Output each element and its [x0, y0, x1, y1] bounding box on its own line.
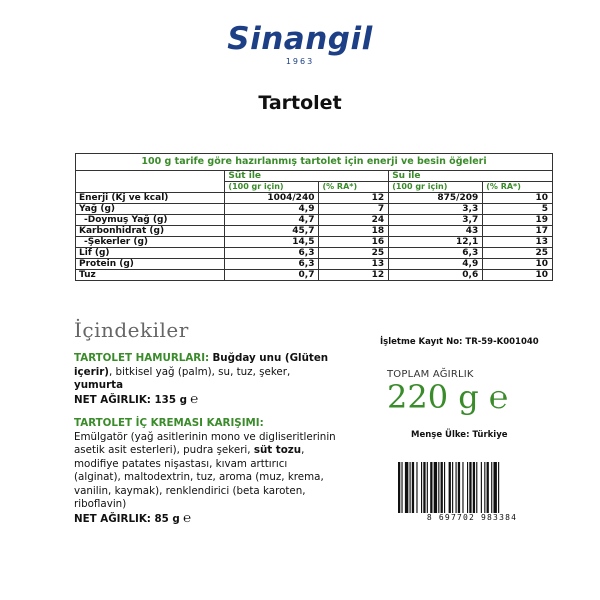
- cell-value: 875/209: [389, 193, 483, 204]
- nutrition-heading: 100 g tarife göre hazırlanmış tartolet için enerji ve besin öğeleri: [76, 154, 553, 171]
- cell-value: 16: [319, 237, 389, 248]
- row-name: -Şekerler (g): [76, 237, 225, 248]
- cell-value: 24: [319, 215, 389, 226]
- total-weight-value: 220 g ℮: [387, 378, 509, 416]
- row-name: Protein (g): [76, 259, 225, 270]
- cell-value: 18: [319, 226, 389, 237]
- cream-allergen-milk: süt tozu: [253, 444, 302, 456]
- dough-net-weight: NET AĞIRLIK: 135 g: [74, 393, 187, 406]
- sub-header: (% RA*): [319, 182, 389, 193]
- cell-value: 4,7: [225, 215, 319, 226]
- brand-name: Sinangil: [227, 21, 373, 57]
- cell-value: 3,3: [389, 204, 483, 215]
- table-row: [76, 270, 553, 281]
- cell-value: 45,7: [225, 226, 319, 237]
- cell-value: 13: [483, 237, 553, 248]
- cell-value: 12,1: [389, 237, 483, 248]
- cell-value: 17: [483, 226, 553, 237]
- cell-value: 12: [319, 270, 389, 281]
- row-name: Enerji (Kj ve kcal): [76, 193, 225, 204]
- cell-value: 1004/240: [225, 193, 319, 204]
- col-group-water: Su ile: [389, 171, 553, 182]
- cell-value: 5: [483, 204, 553, 215]
- cell-value: 19: [483, 215, 553, 226]
- product-title: Tartolet: [258, 92, 342, 114]
- cell-value: 10: [483, 193, 553, 204]
- cell-value: 10: [483, 259, 553, 270]
- table-row: [76, 237, 553, 248]
- cell-value: 10: [483, 270, 553, 281]
- table-row: [76, 248, 553, 259]
- dough-heading: TARTOLET HAMURLARI:: [74, 352, 210, 364]
- brand-year: 1963: [285, 57, 315, 66]
- cell-value: 0,7: [225, 270, 319, 281]
- cell-value: 25: [319, 248, 389, 259]
- ingredients-title: İçindekiler: [74, 318, 189, 342]
- total-weight-label: TOPLAM AĞIRLIK: [387, 369, 474, 380]
- row-name: -Doymuş Yağ (g): [76, 215, 225, 226]
- sub-header: (100 gr için): [389, 182, 483, 193]
- registration-number: İşletme Kayıt No: TR-59-K001040: [380, 337, 539, 347]
- cell-value: 6,3: [225, 259, 319, 270]
- table-row: [76, 193, 553, 204]
- cream-text: Emülgatör (yağ asitlerinin mono ve digliseritlerinin asetik asit esterleri), pudra şekeri,: [74, 430, 336, 456]
- cream-ingredients: [74, 417, 336, 526]
- cell-value: 12: [319, 193, 389, 204]
- dough-allergen-egg: yumurta: [74, 379, 124, 391]
- cream-net-weight: NET AĞIRLIK: 85 g: [74, 512, 180, 525]
- brand-logo: [0, 22, 600, 66]
- dough-allergen-flour: Buğday unu (Glüten içerir): [74, 352, 329, 378]
- table-row: [76, 259, 553, 270]
- cell-value: 7: [319, 204, 389, 215]
- barcode-number: 8 697702 983384: [396, 513, 548, 522]
- cell-value: 4,9: [225, 204, 319, 215]
- table-row: [76, 215, 553, 226]
- dough-ingredients: [74, 352, 336, 407]
- row-name: Yağ (g): [76, 204, 225, 215]
- row-name: Tuz: [76, 270, 225, 281]
- cell-value: 25: [483, 248, 553, 259]
- blank-header-cell: [76, 171, 225, 193]
- cell-value: 4,9: [389, 259, 483, 270]
- sub-header: (100 gr için): [225, 182, 319, 193]
- cell-value: 13: [319, 259, 389, 270]
- cell-value: 3,7: [389, 215, 483, 226]
- cell-value: 0,6: [389, 270, 483, 281]
- cell-value: 43: [389, 226, 483, 237]
- cell-value: 6,3: [389, 248, 483, 259]
- table-row: [76, 204, 553, 215]
- cream-heading: TARTOLET İÇ KREMASI KARIŞIMI:: [74, 417, 264, 429]
- cell-value: 14,5: [225, 237, 319, 248]
- estimated-sign-icon: ℮: [183, 510, 191, 526]
- row-name: Karbonhidrat (g): [76, 226, 225, 237]
- table-row: [76, 226, 553, 237]
- origin-country: Menşe Ülke: Türkiye: [411, 430, 508, 440]
- row-name: Lif (g): [76, 248, 225, 259]
- cell-value: 6,3: [225, 248, 319, 259]
- cream-text: , modifiye patates nişastası, kıvam arttırıcı (alginat), maltodextrin, tuz, aroma (muz, krema, vanilin, kaymak), renklendirici (beta karoten, riboflavin): [74, 444, 324, 510]
- col-group-milk: Süt ile: [225, 171, 389, 182]
- estimated-sign-icon: ℮: [190, 391, 199, 407]
- dough-text: , bitkisel yağ (palm), su, tuz, şeker,: [109, 365, 291, 378]
- sub-header: (% RA*): [483, 182, 553, 193]
- nutrition-table: [75, 153, 553, 281]
